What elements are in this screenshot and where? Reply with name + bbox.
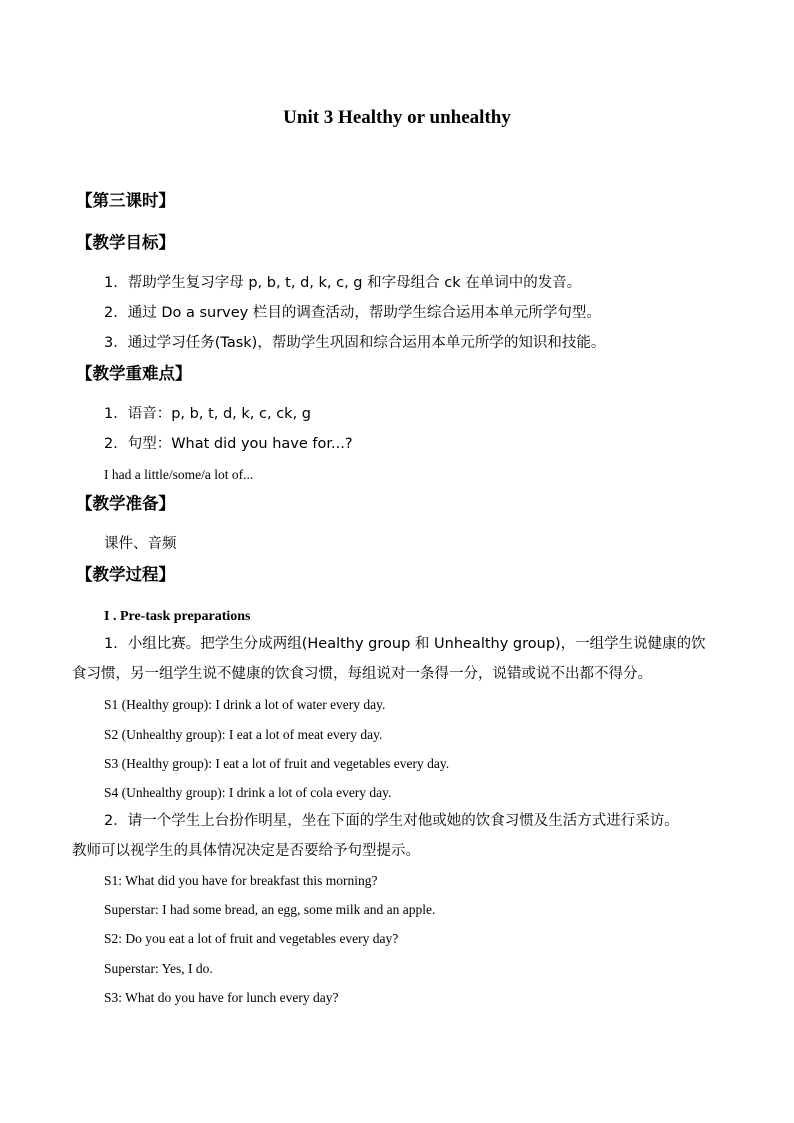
key-point-item: 2．句型：What did you have for...? bbox=[104, 436, 353, 452]
step1-line1: 1．小组比赛。把学生分成两组(Healthy group 和 Unhealthy group)，一组学生说健康的饮 bbox=[104, 636, 706, 652]
dialogue-line: Superstar: I had some bread, an egg, some milk and an apple. bbox=[104, 902, 436, 917]
key-point-item: I had a little/some/a lot of... bbox=[104, 467, 254, 482]
example-line: S4 (Unhealthy group): I drink a lot of cola every day. bbox=[104, 785, 392, 800]
objective-item: 2．通过 Do a survey 栏目的调查活动，帮助学生综合运用本单元所学句型。 bbox=[104, 305, 601, 321]
key-point-item: 1．语音：p, b, t, d, k, c, ck, g bbox=[104, 406, 311, 422]
lesson-heading: 【第三课时】 bbox=[76, 191, 175, 210]
document-title: Unit 3 Healthy or unhealthy bbox=[283, 107, 511, 128]
dialogue-line: S3: What do you have for lunch every day? bbox=[104, 990, 339, 1005]
step2-line1: 2．请一个学生上台扮作明星，坐在下面的学生对他或她的饮食习惯及生活方式进行采访。 bbox=[104, 813, 679, 829]
objective-item: 1．帮助学生复习字母 p, b, t, d, k, c, g 和字母组合 ck 在单词中的发音。 bbox=[104, 275, 582, 291]
dialogue-line: S2: Do you eat a lot of fruit and vegetables every day? bbox=[104, 931, 399, 946]
process-heading: 【教学过程】 bbox=[76, 565, 175, 584]
example-line: S1 (Healthy group): I drink a lot of water every day. bbox=[104, 697, 386, 712]
dialogue-line: S1: What did you have for breakfast this morning? bbox=[104, 873, 378, 888]
example-line: S2 (Unhealthy group): I eat a lot of meat every day. bbox=[104, 727, 383, 742]
preparation-text: 课件、音频 bbox=[104, 536, 177, 552]
key-points-heading: 【教学重难点】 bbox=[76, 364, 192, 383]
example-line: S3 (Healthy group): I eat a lot of fruit and vegetables every day. bbox=[104, 756, 450, 771]
dialogue-line: Superstar: Yes, I do. bbox=[104, 961, 213, 976]
step2-line2: 教师可以视学生的具体情况决定是否要给予句型提示。 bbox=[72, 843, 420, 859]
objectives-heading: 【教学目标】 bbox=[76, 233, 175, 252]
objective-item: 3．通过学习任务(Task)，帮助学生巩固和综合运用本单元所学的知识和技能。 bbox=[104, 335, 606, 351]
step1-line2: 食习惯，另一组学生说不健康的饮食习惯，每组说对一条得一分，说错或说不出都不得分。 bbox=[72, 666, 652, 682]
section-title: I . Pre-task preparations bbox=[104, 609, 251, 624]
preparation-heading: 【教学准备】 bbox=[76, 494, 175, 513]
